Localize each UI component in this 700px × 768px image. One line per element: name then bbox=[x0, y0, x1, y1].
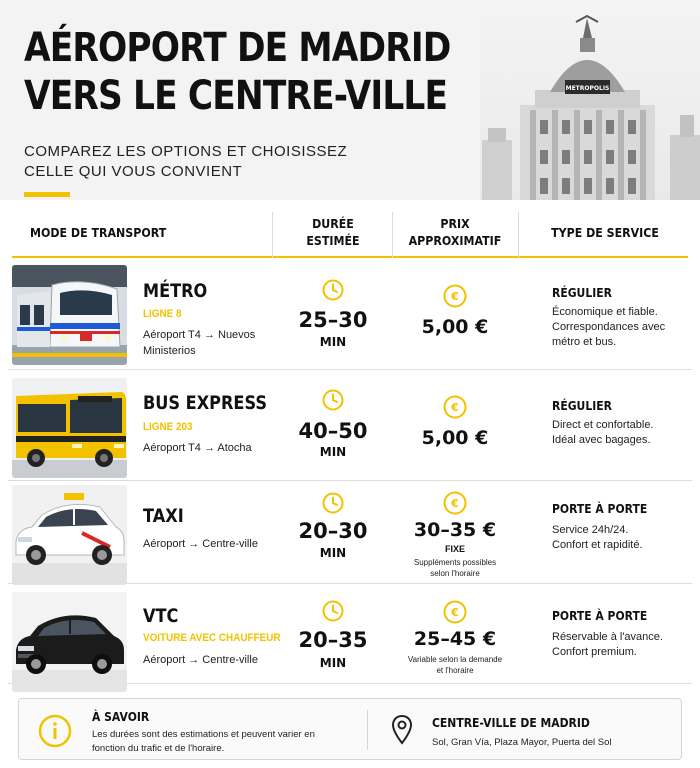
city-center-title: CENTRE-VILLE DE MADRID bbox=[432, 716, 590, 730]
column-header-price: PRIX APPROXIMATIF bbox=[408, 217, 502, 248]
mode-name-taxi: TAXI bbox=[143, 505, 184, 527]
svg-text:€: € bbox=[451, 606, 459, 619]
mode-route-vtc: Aéroport → Centre-ville bbox=[143, 654, 258, 666]
price-metro: 5,00 € bbox=[421, 316, 489, 338]
taxi-photo bbox=[12, 485, 127, 585]
euro-coin-icon bbox=[443, 395, 467, 419]
service-type-vtc: PORTE À PORTE bbox=[552, 609, 648, 623]
euro-coin-icon bbox=[443, 600, 467, 624]
tip-text: Les durées sont des estimations et peuvent varier en fonction du trafic et de l'horaire. bbox=[92, 729, 315, 754]
service-type-bus: RÉGULIER bbox=[552, 399, 612, 413]
mode-name-bus: BUS EXPRESS bbox=[143, 392, 268, 414]
clock-icon bbox=[322, 279, 344, 301]
vtc-sedan-photo bbox=[12, 592, 127, 692]
mode-name-vtc: VTC bbox=[143, 605, 179, 627]
column-header-service: TYPE DE SERVICE bbox=[551, 225, 659, 240]
euro-coin-icon bbox=[443, 284, 467, 308]
mode-line-metro: LIGNE 8 bbox=[143, 308, 182, 320]
column-header-duration: DURÉE ESTIMÉE bbox=[306, 217, 360, 248]
subtitle-line-1: COMPAREZ LES OPTIONS ET CHOISISSEZ bbox=[24, 143, 348, 160]
svg-text:€: € bbox=[451, 497, 459, 510]
price-vtc: 25–45 € bbox=[413, 628, 497, 650]
subtitle-line-2: CELLE QUI VOUS CONVIENT bbox=[24, 163, 243, 180]
page-subtitle bbox=[24, 142, 354, 182]
duration-taxi: 20–30 bbox=[298, 519, 368, 543]
service-desc-metro: Économique et fiable. Correspondances avec métro et bus. bbox=[552, 306, 666, 348]
service-desc-vtc: Réservable à l'avance. Confort premium. bbox=[552, 631, 663, 658]
page-title bbox=[24, 24, 451, 120]
mode-line-vtc: VOITURE AVEC CHAUFFEUR bbox=[143, 632, 281, 644]
mode-name-metro: MÉTRO bbox=[143, 280, 208, 302]
price-note-vtc: Variable selon la demande et l'horaire bbox=[407, 655, 503, 675]
info-divider bbox=[367, 710, 368, 750]
title-line-2: VERS LE CENTRE-VILLE bbox=[24, 73, 448, 119]
service-type-metro: RÉGULIER bbox=[552, 286, 612, 300]
euro-coin-icon bbox=[443, 491, 467, 515]
duration-unit-vtc: MIN bbox=[319, 656, 347, 670]
service-desc-taxi: Service 24h/24. Confort et rapidité. bbox=[552, 524, 643, 551]
mode-route-metro: Aéroport T4 → Nuevos Ministerios bbox=[143, 329, 256, 357]
mode-route-bus: Aéroport T4 → Atocha bbox=[143, 442, 252, 454]
building-sign: METROPOLIS bbox=[565, 85, 610, 92]
metropolis-building-illustration bbox=[480, 10, 700, 200]
location-pin-icon bbox=[391, 714, 413, 746]
price-taxi: 30–35 € bbox=[413, 519, 497, 541]
clock-icon bbox=[322, 492, 344, 514]
svg-text:€: € bbox=[451, 290, 459, 303]
bus-photo bbox=[12, 378, 127, 478]
duration-unit-taxi: MIN bbox=[319, 546, 347, 560]
svg-text:€: € bbox=[451, 401, 459, 414]
city-center-text: Sol, Gran Vía, Plaza Mayor, Puerta del Sol bbox=[432, 737, 612, 748]
metro-train-photo bbox=[12, 265, 127, 365]
accent-bar bbox=[24, 192, 70, 197]
column-header-mode: MODE DE TRANSPORT bbox=[30, 225, 167, 240]
title-line-1: AÉROPORT DE MADRID bbox=[24, 25, 451, 71]
duration-unit-bus: MIN bbox=[319, 445, 347, 459]
service-type-taxi: PORTE À PORTE bbox=[552, 502, 648, 516]
price-fixed-tag: FIXE bbox=[444, 544, 465, 554]
duration-metro: 25–30 bbox=[298, 308, 368, 332]
tip-title: À SAVOIR bbox=[92, 710, 150, 724]
duration-bus: 40–50 bbox=[298, 419, 368, 443]
duration-unit-metro: MIN bbox=[319, 335, 347, 349]
mode-line-bus: LIGNE 203 bbox=[143, 421, 193, 433]
price-bus: 5,00 € bbox=[421, 427, 489, 449]
price-note-taxi: Suppléments possibles selon l'horaire bbox=[413, 558, 497, 578]
info-icon bbox=[38, 714, 72, 748]
mode-route-taxi: Aéroport → Centre-ville bbox=[143, 538, 258, 550]
clock-icon bbox=[322, 389, 344, 411]
clock-icon bbox=[322, 600, 344, 622]
header bbox=[0, 0, 700, 200]
service-desc-bus: Direct et confortable. Idéal avec bagages. bbox=[552, 419, 654, 446]
duration-vtc: 20–35 bbox=[298, 628, 368, 652]
